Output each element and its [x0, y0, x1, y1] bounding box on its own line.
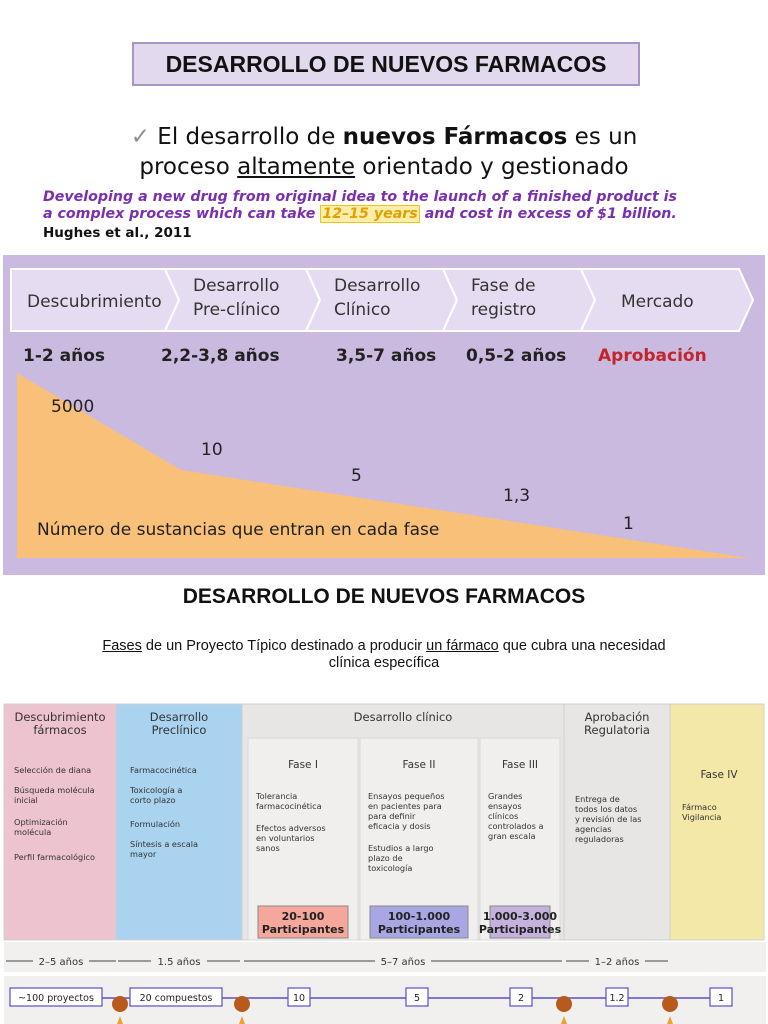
- stage-label-2: Desarrollo Pre-clínico: [193, 276, 281, 320]
- lead-emphasis: nuevos Fármacos: [342, 124, 568, 150]
- lead-line-2: [40, 152, 728, 182]
- duration-label-2: 1.5 años: [157, 957, 201, 968]
- clinical-phase-2-item-2: Estudios a largo plazo de toxicología: [368, 843, 434, 873]
- subtitle-farmaco: un fármaco: [426, 638, 499, 654]
- slide1-title: [132, 42, 640, 86]
- participants-label-2: 100-1.000 Participantes: [377, 910, 461, 936]
- phase4-name: Fase IV: [700, 769, 738, 781]
- substance-count-4: 1,3: [503, 486, 531, 506]
- stage-duration-1: 1-2 años: [23, 346, 106, 366]
- phase4-item-1: Fármaco Vigilancia: [682, 802, 722, 822]
- phase-column-header-3: Desarrollo clínico: [353, 710, 453, 724]
- milestone-dot-4: [662, 996, 678, 1012]
- clinical-phase-1-item-1: Tolerancia farmacocinética: [256, 791, 322, 811]
- subtitle-fases: Fases: [102, 638, 142, 654]
- quote-line-1: Developing a new drug from original idea to the launch of a finished product is: [43, 189, 677, 205]
- clinical-phase-3-item-1: Grandes ensayos clínicos controlados a gran escala: [488, 791, 544, 841]
- lead-statement: [40, 122, 728, 182]
- preclinical-item-1: Farmacocinética: [130, 765, 197, 775]
- stage-label-1: Descubrimiento: [27, 292, 162, 312]
- discovery-item-2: Búsqueda molécula inicial: [14, 785, 95, 805]
- slide2-title: DESARROLLO DE NUEVOS FARMACOS: [182, 585, 586, 608]
- stage-label-3: Desarrollo Clínico: [334, 276, 421, 320]
- subtitle-text-2: de un Proyecto Típico destinado a producir: [141, 638, 427, 654]
- clinical-phase-name-2: Fase II: [402, 759, 436, 771]
- substance-count-1: 5000: [51, 397, 95, 417]
- phase-column-header-2: Desarrollo Preclínico: [149, 710, 209, 737]
- flow-count-5: 2: [517, 993, 525, 1004]
- subtitle-line-1: [40, 638, 728, 655]
- quote-text-4: and cost in excess of $1 billion.: [419, 206, 677, 222]
- flow-count-3: 10: [292, 993, 306, 1004]
- lead-text-4: proceso: [139, 154, 238, 180]
- substance-count-5: 1: [623, 514, 634, 534]
- participants-label-3: 1.000-3.000 Participantes: [478, 910, 562, 936]
- flow-count-6: 1.2: [609, 993, 625, 1004]
- quote-highlight: 12–15 years: [322, 206, 418, 222]
- preclinical-item-2: Toxicología a corto plazo: [130, 785, 183, 805]
- stage-label-5: Mercado: [621, 292, 694, 312]
- phase-column-5: [670, 704, 764, 940]
- clinical-phase-2-item-1: Ensayos pequeños en pacientes para para definir eficacia y dosis: [368, 791, 445, 831]
- slide2-subtitle: [40, 638, 728, 672]
- citation: Hughes et al., 2011: [43, 225, 192, 241]
- substance-count-2: 10: [201, 440, 223, 460]
- stage-duration-2: 2,2-3,8 años: [161, 346, 280, 366]
- milestone-dot-2: [234, 996, 250, 1012]
- check-icon: ✓: [130, 124, 150, 150]
- substance-count-3: 5: [351, 466, 362, 486]
- clinical-phase-name-3: Fase III: [501, 759, 539, 771]
- subtitle-text-4: que cubra una necesidad: [498, 638, 666, 654]
- slide1-title-text: DESARROLLO DE NUEVOS FARMACOS: [165, 50, 607, 77]
- flow-count-4: 5: [413, 993, 421, 1004]
- flow-count-1: ~100 proyectos: [18, 993, 94, 1004]
- lead-line-1: [40, 122, 728, 152]
- stage-duration-4: 0,5-2 años: [466, 346, 567, 366]
- funnel-caption: Número de sustancias que entran en cada fase: [37, 520, 440, 540]
- phases-diagram: [2, 698, 766, 1024]
- subtitle-line-2: clínica específica: [328, 655, 440, 671]
- milestone-dot-3: [556, 996, 572, 1012]
- stage-label-4: Fase de registro: [471, 276, 537, 320]
- stage-duration-5: Aprobación: [598, 346, 707, 366]
- discovery-item-4: Perfil farmacológico: [14, 852, 95, 862]
- participants-label-1: 20-100 Participantes: [261, 910, 345, 936]
- stage-duration-3: 3,5-7 años: [336, 346, 437, 366]
- quote-block: [43, 189, 743, 223]
- phase-column-header-4: Aprobación Regulatoria: [584, 710, 650, 737]
- preclinical-item-3: Formulación: [130, 819, 181, 829]
- flow-count-2: 20 compuestos: [139, 993, 213, 1004]
- pipeline-graphic: [3, 255, 765, 575]
- clinical-phase-name-1: Fase I: [288, 759, 318, 771]
- lead-text-6: orientado y gestionado: [355, 154, 629, 180]
- flow-count-7: 1: [717, 993, 725, 1004]
- duration-label-4: 1–2 años: [594, 957, 640, 968]
- duration-label-1: 2–5 años: [38, 957, 84, 968]
- quote-text-2: a complex process which can take: [43, 206, 321, 222]
- lead-underlined: altamente: [237, 154, 356, 180]
- preclinical-item-4: Síntesis a escala mayor: [130, 839, 199, 859]
- regulatory-item-1: Entrega de todos los datos y revisión de las agencias reguladoras: [575, 794, 642, 844]
- lead-text-1: El desarrollo de: [150, 124, 343, 150]
- milestone-dot-1: [112, 996, 128, 1012]
- lead-text-3: es un: [567, 124, 638, 150]
- phase-column-header-1: Descubrimiento fármacos: [14, 710, 106, 737]
- quote-line-2: [43, 206, 743, 223]
- duration-label-3: 5–7 años: [380, 957, 426, 968]
- discovery-item-3: Optimización molécula: [14, 817, 68, 837]
- discovery-item-1: Selección de diana: [14, 765, 92, 775]
- clinical-phase-1-item-2: Efectos adversos en voluntarios sanos: [256, 823, 326, 853]
